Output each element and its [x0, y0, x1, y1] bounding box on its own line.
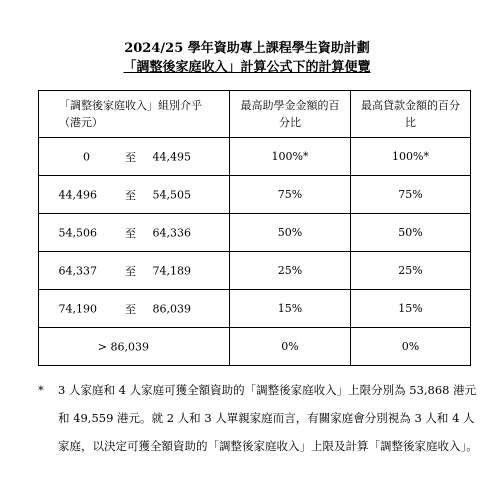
range-high: 54,505	[152, 188, 191, 201]
grant-percent-cell: 25%	[230, 252, 351, 290]
range-to: 至	[125, 150, 136, 164]
range-low: 54,506	[58, 226, 97, 239]
income-range-cell	[39, 214, 230, 252]
loan-percent-cell: 15%	[351, 290, 471, 328]
range-over: > 86,039	[97, 340, 149, 353]
table-row	[39, 214, 471, 252]
header-grant-percent-text: 最高助學金金額的百分比	[240, 99, 340, 129]
income-range-cell	[39, 138, 230, 176]
range-low: 44,496	[58, 188, 97, 201]
footnote-text: 3 人家庭和 4 人家庭可獲全額資助的「調整後家庭收入」上限分別為 53,868 港元和 49,559 港元。就 2 人和 3 人單親家庭而言，有關家庭會分別視為 3 人和 4 人家庭，以決定可獲全額資助的「調整後家庭收入」上限及計算「調整後家庭收入」。	[58, 383, 478, 453]
range-low: 74,190	[58, 302, 97, 315]
footnote-marker: *	[38, 383, 44, 397]
grant-percent-cell: 0%	[230, 328, 351, 366]
income-range-cell	[39, 176, 230, 214]
range-high: 44,495	[152, 150, 191, 163]
income-range-cell	[39, 252, 230, 290]
grant-percent-cell: 100%*	[230, 138, 351, 176]
table-row	[39, 290, 471, 328]
loan-percent-cell: 75%	[351, 176, 471, 214]
grant-percent-cell: 50%	[230, 214, 351, 252]
range-low: 64,337	[58, 264, 97, 277]
title-line-2-text: 「調整後家庭收入」計算公式下的計算便覽	[123, 60, 371, 75]
range-to: 至	[125, 264, 136, 278]
grant-percent-cell: 75%	[230, 176, 351, 214]
range-high: 86,039	[152, 302, 191, 315]
header-income-range	[39, 91, 230, 138]
title-line-2	[0, 56, 494, 75]
header-grant-percent	[230, 91, 351, 138]
table-row	[39, 176, 471, 214]
loan-percent-cell: 100%*	[351, 138, 471, 176]
range-to: 至	[125, 188, 136, 202]
loan-percent-cell: 0%	[351, 328, 471, 366]
range-low: 0	[83, 150, 90, 163]
income-range-cell	[39, 290, 230, 328]
loan-percent-cell: 25%	[351, 252, 471, 290]
header-loan-percent-text: 最高貸款金額的百分比	[361, 99, 460, 129]
header-income-range-text: 「調整後家庭收入」組別介乎（港元）	[59, 99, 202, 129]
loan-percent-cell: 50%	[351, 214, 471, 252]
header-loan-percent	[351, 91, 471, 138]
grant-percent-cell: 15%	[230, 290, 351, 328]
range-to: 至	[125, 226, 136, 240]
table-row	[39, 252, 471, 290]
income-range-cell	[39, 328, 230, 366]
table-header-row	[39, 91, 471, 138]
title-line-1: 2024/25 學年資助專上課程學生資助計劃	[124, 41, 370, 56]
range-high: 64,336	[152, 226, 191, 239]
range-to: 至	[125, 302, 136, 316]
assistance-table	[38, 90, 471, 366]
table-row	[39, 138, 471, 176]
footnote	[40, 376, 480, 460]
range-high: 74,189	[152, 264, 191, 277]
table-row	[39, 328, 471, 366]
